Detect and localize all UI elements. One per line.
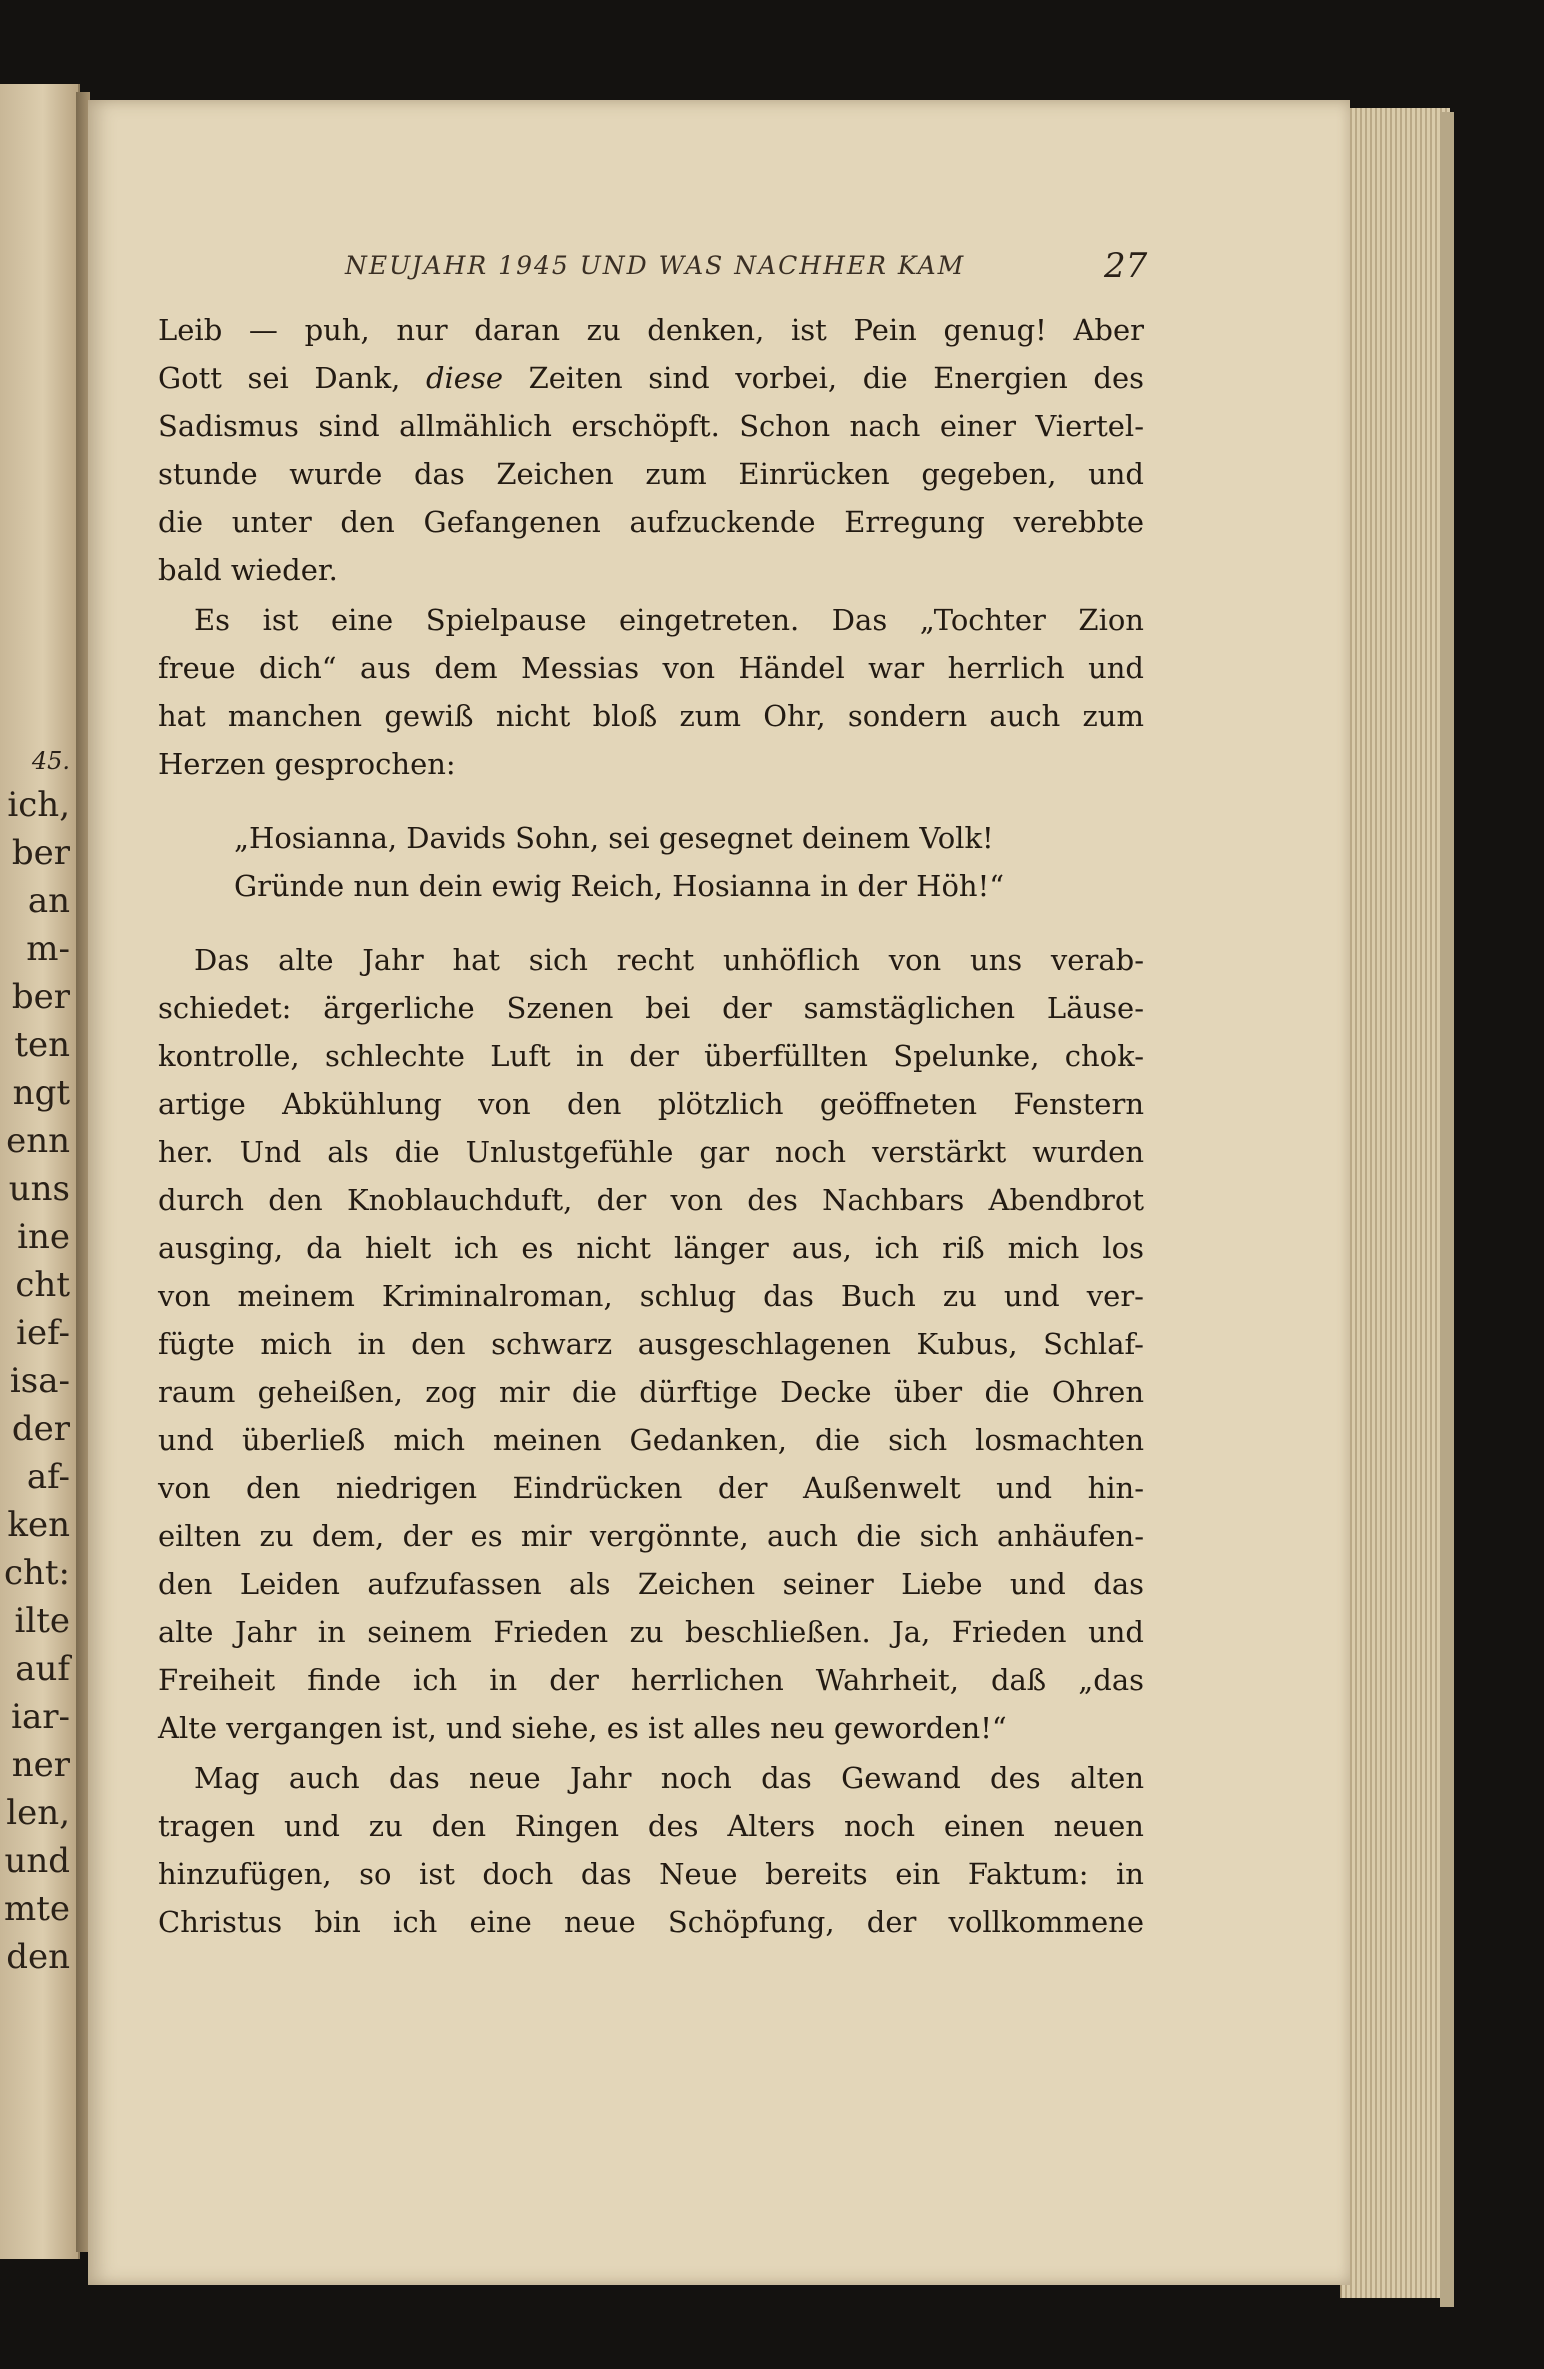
text-line: die unter den Gefangenen aufzuckende Erregung verebbte (158, 505, 1144, 539)
left-fragment: ber (11, 833, 70, 873)
left-fragment: cht (15, 1265, 70, 1305)
text-run: Gott sei Dank, (158, 361, 426, 395)
text-run: Zeiten sind vorbei, die Energien des (503, 361, 1144, 395)
text-line: Leib — puh, nur daran zu denken, ist Pein genug! Aber (158, 313, 1144, 347)
text-line: Mag auch das neue Jahr noch das Gewand des alten (194, 1761, 1144, 1795)
text-line: her. Und als die Unlustgefühle gar noch verstärkt wurden (158, 1135, 1144, 1169)
text-line: von den niedrigen Eindrücken der Außenwelt und hin- (158, 1471, 1144, 1505)
page-edges (1340, 108, 1450, 2298)
text-line: kontrolle, schlechte Luft in der überfüllten Spelunke, chok- (158, 1039, 1144, 1073)
left-fragment: ine (17, 1217, 70, 1257)
left-fragment: isa- (9, 1361, 70, 1401)
left-fragment: ich, (7, 785, 70, 825)
left-page-edge (0, 84, 80, 2259)
text-line: alte Jahr in seinem Frieden zu beschließen. Ja, Frieden und (158, 1615, 1144, 1649)
running-head: NEUJAHR 1945 UND WAS NACHHER KAM (345, 251, 966, 280)
text-line: fügte mich in den schwarz ausgeschlagenen Kubus, Schlaf- (158, 1327, 1144, 1361)
text-line: hinzufügen, so ist doch das Neue bereits ein Faktum: in (158, 1857, 1144, 1891)
text-line: eilten zu dem, der es mir vergönnte, auch die sich anhäufen- (158, 1519, 1144, 1553)
text-line: durch den Knoblauchduft, der von des Nachbars Abendbrot (158, 1183, 1144, 1217)
text-line: Freiheit finde ich in der herrlichen Wahrheit, daß „das (158, 1663, 1144, 1697)
text-line: von meinem Kriminalroman, schlug das Buch zu und ver- (158, 1279, 1144, 1313)
left-fragment: enn (6, 1121, 70, 1161)
left-fragment: an (27, 881, 70, 921)
emphasis: diese (425, 361, 504, 395)
left-fragment: cht: (3, 1553, 70, 1593)
text-line: den Leiden aufzufassen als Zeichen seiner Liebe und das (158, 1567, 1144, 1601)
left-fragment: af- (26, 1457, 70, 1497)
text-line: Das alte Jahr hat sich recht unhöflich von uns verab- (194, 943, 1144, 977)
left-fragment: den (6, 1937, 70, 1977)
verse-line: Gründe nun dein ewig Reich, Hosianna in der Höh!“ (234, 869, 1005, 903)
left-fragment: m- (26, 929, 70, 969)
text-line: Christus bin ich eine neue Schöpfung, der vollkommene (158, 1905, 1144, 1939)
text-line: schiedet: ärgerliche Szenen bei der samstäglichen Läuse- (158, 991, 1144, 1025)
text-line: ausging, da hielt ich es nicht länger aus, ich riß mich los (158, 1231, 1144, 1265)
left-fragment: ngt (12, 1073, 70, 1113)
text-line: Alte vergangen ist, und siehe, es ist alles neu geworden!“ (158, 1711, 1007, 1745)
left-fragment: ten (14, 1025, 70, 1065)
left-fragment: mte (3, 1889, 70, 1929)
text-line: Sadismus sind allmählich erschöpft. Schon nach einer Viertel- (158, 409, 1144, 443)
text-line (158, 358, 1144, 398)
left-fragment: ken (7, 1505, 70, 1545)
left-fragment: ilte (14, 1601, 70, 1641)
text-line: stunde wurde das Zeichen zum Einrücken gegeben, und (158, 457, 1144, 491)
left-fragment: uns (8, 1169, 70, 1209)
left-fragment: iar- (11, 1697, 70, 1737)
text-line: bald wieder. (158, 553, 338, 587)
left-fragment: len, (6, 1793, 70, 1833)
text-line: und überließ mich meinen Gedanken, die sich losmachten (158, 1423, 1144, 1457)
text-line: freue dich“ aus dem Messias von Händel war herrlich und (158, 651, 1144, 685)
left-fragment: auf (15, 1649, 70, 1689)
text-line: raum geheißen, zog mir die dürftige Decke über die Ohren (158, 1375, 1144, 1409)
left-fragment: und (4, 1841, 70, 1881)
left-fragment: ner (11, 1745, 70, 1785)
left-fragment: ief- (16, 1313, 70, 1353)
text-line: Herzen gesprochen: (158, 747, 456, 781)
cover-board (1440, 112, 1454, 2307)
text-line: artige Abkühlung von den plötzlich geöffneten Fenstern (158, 1087, 1144, 1121)
page-number: 27 (1104, 246, 1148, 286)
text-line: tragen und zu den Ringen des Alters noch einen neuen (158, 1809, 1144, 1843)
left-fragment: 45. (31, 747, 70, 775)
left-fragment: ber (11, 977, 70, 1017)
text-line: hat manchen gewiß nicht bloß zum Ohr, sondern auch zum (158, 699, 1144, 733)
text-line: Es ist eine Spielpause eingetreten. Das „Tochter Zion (194, 603, 1144, 637)
verse-line: „Hosianna, Davids Sohn, sei gesegnet deinem Volk! (234, 821, 994, 855)
left-fragment: der (11, 1409, 70, 1449)
